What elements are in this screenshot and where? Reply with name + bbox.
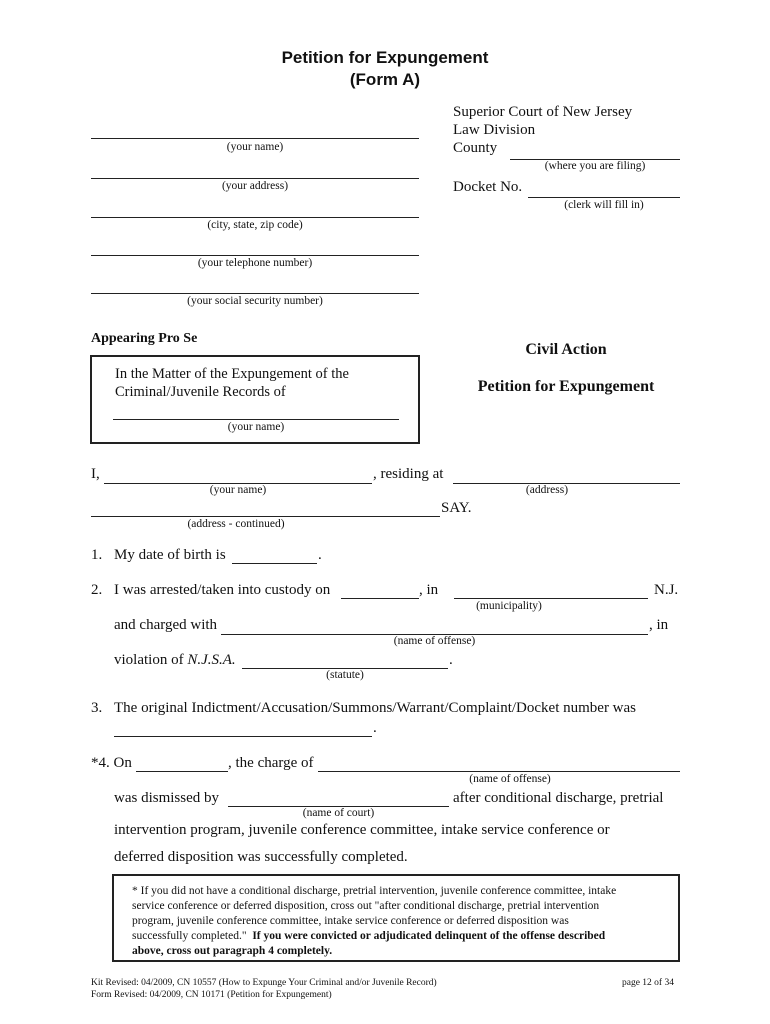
note-line-3: program, juvenile conference committee, intake service conference or deferred disposition was: [132, 915, 569, 927]
note-text: [132, 884, 678, 959]
note-line-5: above, cross out paragraph 4 completely.: [132, 945, 333, 957]
page-subtitle: (Form A): [349, 70, 421, 89]
note-line-1: * If you did not have a conditional discharge, pretrial intervention, juvenile conference committee, intake: [132, 885, 617, 897]
docket-field[interactable]: [528, 197, 680, 198]
ssn-field[interactable]: [91, 293, 419, 294]
item-2-number: 2.: [91, 582, 103, 598]
city-field[interactable]: [91, 217, 419, 218]
phone-field[interactable]: [91, 255, 419, 256]
address-field[interactable]: [91, 178, 419, 179]
intro-address-caption: (address): [525, 484, 569, 496]
intro-residing: , residing at: [373, 466, 444, 482]
item-2-end: .: [449, 652, 453, 668]
item-3-number: 3.: [91, 700, 103, 716]
court-division: Law Division: [453, 122, 536, 138]
item-2-text: I was arrested/taken into custody on: [114, 582, 331, 598]
item-4-date-field[interactable]: [136, 771, 228, 772]
phone-caption: (your telephone number): [197, 257, 313, 269]
action-title: Petition for Expungement: [477, 378, 655, 395]
item-4-line-3: intervention program, juvenile conference committee, intake service conference or: [114, 822, 610, 838]
item-3-text: The original Indictment/Accusation/Summons/Warrant/Complaint/Docket number was: [114, 700, 637, 716]
dob-field[interactable]: [232, 563, 317, 564]
court-caption: (name of court): [302, 807, 375, 819]
item-1-number: 1.: [91, 547, 103, 563]
note-line-2: service conference or deferred disposition, cross out "after conditional discharge, pretrial intervention: [132, 900, 600, 912]
item-1-end: .: [318, 547, 322, 563]
municipality-caption: (municipality): [476, 600, 542, 612]
item-2-in-2: , in: [649, 617, 669, 633]
name-caption: (your name): [226, 141, 284, 153]
matter-name-field[interactable]: [113, 419, 399, 420]
nj-label: N.J.: [654, 582, 679, 598]
county-label: County: [453, 140, 498, 156]
name-field[interactable]: [91, 138, 419, 139]
item-1-text: My date of birth is: [114, 547, 226, 563]
city-caption: (city, state, zip code): [207, 219, 303, 231]
ssn-caption: (your social security number): [187, 295, 323, 307]
page-title: Petition for Expungement: [281, 48, 489, 67]
offense-caption: (name of offense): [393, 635, 476, 647]
note-line-4-bold: If you were convicted or adjudicated delinquent of the offense described: [252, 930, 606, 942]
address-caption: (your address): [221, 180, 289, 192]
pro-se-label: Appearing Pro Se: [91, 331, 198, 346]
footer-kit: Kit Revised: 04/2009, CN 10557 (How to Expunge Your Criminal and/or Juvenile Record): [91, 978, 437, 988]
item-4-after: after conditional discharge, pretrial: [453, 790, 664, 806]
violation-label: [114, 652, 236, 669]
civil-action-label: Civil Action: [525, 341, 607, 358]
item-4-offense-caption: (name of offense): [469, 773, 551, 785]
arrest-date-field[interactable]: [341, 598, 419, 599]
court-name: Superior Court of New Jersey: [453, 104, 633, 120]
dismissed-label: was dismissed by: [114, 790, 219, 806]
intro-address-cont-field[interactable]: [91, 516, 440, 517]
matter-name-caption: (your name): [227, 421, 285, 433]
county-caption: (where you are filing): [544, 160, 646, 172]
intro-prefix: I,: [91, 466, 100, 482]
footer-page: page 12 of 34: [622, 978, 674, 988]
note-line-4: [132, 929, 678, 944]
item-4-line-4: deferred disposition was successfully completed.: [114, 849, 408, 865]
note-line-4-plain: successfully completed.": [132, 930, 247, 942]
say-label: SAY.: [441, 500, 472, 516]
docket-number-field[interactable]: [114, 736, 372, 737]
intro-address-cont-caption: (address - continued): [187, 518, 285, 530]
item-4-charge: , the charge of: [228, 755, 314, 771]
statute-caption: (statute): [326, 669, 364, 681]
municipality-field[interactable]: [454, 598, 648, 599]
charged-label: and charged with: [114, 617, 218, 633]
docket-caption: (clerk will fill in): [564, 199, 644, 211]
item-2-in: , in: [419, 582, 439, 598]
instruction-note-box: [112, 874, 680, 962]
footer-form: Form Revised: 04/2009, CN 10171 (Petition for Expungement): [91, 990, 332, 1000]
item-4-number: *4. On: [91, 755, 132, 771]
matter-line-2: Criminal/Juvenile Records of: [115, 384, 286, 400]
njsa-text: N.J.S.A.: [187, 652, 236, 668]
item-4-offense-field[interactable]: [318, 771, 680, 772]
item-3-end: .: [373, 720, 377, 736]
violation-text: violation of: [114, 652, 184, 668]
intro-name-caption: (your name): [209, 484, 267, 496]
matter-box: [90, 355, 420, 444]
docket-label: Docket No.: [453, 179, 523, 195]
matter-line-1: In the Matter of the Expungement of the: [115, 366, 349, 382]
